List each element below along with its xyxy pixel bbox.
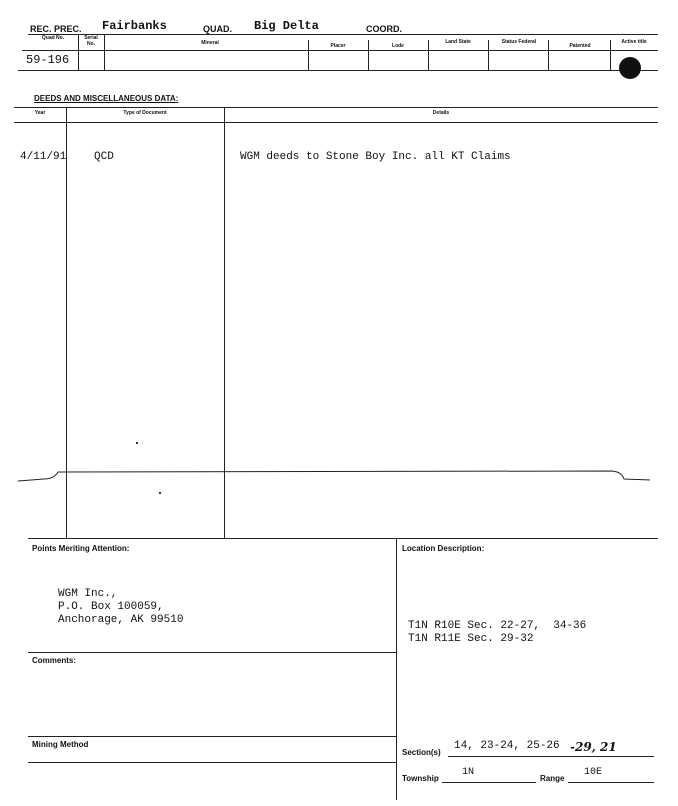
header-bottom-rule [18,70,658,71]
col-divider [104,34,105,70]
fold-line [0,455,678,495]
active-title-dot [619,57,641,79]
sections-typed: 14, 23-24, 25-26 [454,740,560,752]
col-active-title: Active title [621,39,647,45]
mining-top-rule [28,736,396,737]
col-mineral: Mineral [201,40,219,46]
location-text: T1N R10E Sec. 22-27, 34-36 T1N R11E Sec. 29-32 [408,620,587,645]
col-year: Year [34,110,46,116]
col-divider [368,40,369,70]
township-label: Township [402,774,439,783]
range-label: Range [540,774,565,783]
comments-label: Comments: [32,656,77,665]
mining-method-label: Mining Method [32,740,89,749]
deeds-header-bottom-rule [14,122,658,123]
col-divider [78,34,79,70]
rec-prec-value: Fairbanks [102,19,167,33]
bottom-center-divider [396,538,397,800]
speck [159,492,161,494]
deed-type: QCD [94,151,114,163]
col-divider [428,40,429,70]
deed-year: 4/11/91 [20,151,67,163]
header-top-rule [28,34,658,35]
coord-label: COORD. [366,24,402,34]
quad-value: Big Delta [254,19,319,33]
bottom-section-top-rule [28,538,658,539]
range-underline [568,782,654,783]
township-value: 1N [462,767,475,778]
col-divider [548,40,549,70]
col-quad-no: Quad No. [41,35,65,41]
col-divider [308,40,309,70]
col-placer: Placer [330,43,346,49]
deed-details: WGM deeds to Stone Boy Inc. all KT Claims [240,151,511,163]
deeds-section-title: DEEDS AND MISCELLANEOUS DATA: [34,94,179,103]
col-details: Details [432,110,450,116]
col-land-state: Land State [445,39,471,45]
col-status-federal: Status Federal [501,39,537,45]
col-serial-no: Serial No. [84,35,98,47]
location-label: Location Description: [402,544,485,553]
col-type: Type of Document [123,110,167,116]
comments-top-rule [28,652,396,653]
record-number: 59-196 [26,53,70,67]
mining-bottom-rule [28,762,396,763]
header-mid-rule [22,50,658,51]
speck [136,442,138,444]
col-divider [610,40,611,70]
sections-label: Section(s) [402,748,441,757]
sections-handwritten: -29, 21 [570,740,617,754]
col-patented: Patented [569,43,591,49]
township-underline [442,782,536,783]
points-address: WGM Inc., P.O. Box 100059, Anchorage, AK 99510 [58,588,184,626]
range-value: 10E [584,767,603,778]
col-lode: Lode [392,43,404,49]
sections-underline [448,756,654,757]
rec-prec-label: REC. PREC. [30,24,82,34]
points-label: Points Meriting Attention: [32,544,130,553]
col-divider [488,40,489,70]
quad-label: QUAD. [203,24,232,34]
deeds-header-top-rule [14,107,658,108]
